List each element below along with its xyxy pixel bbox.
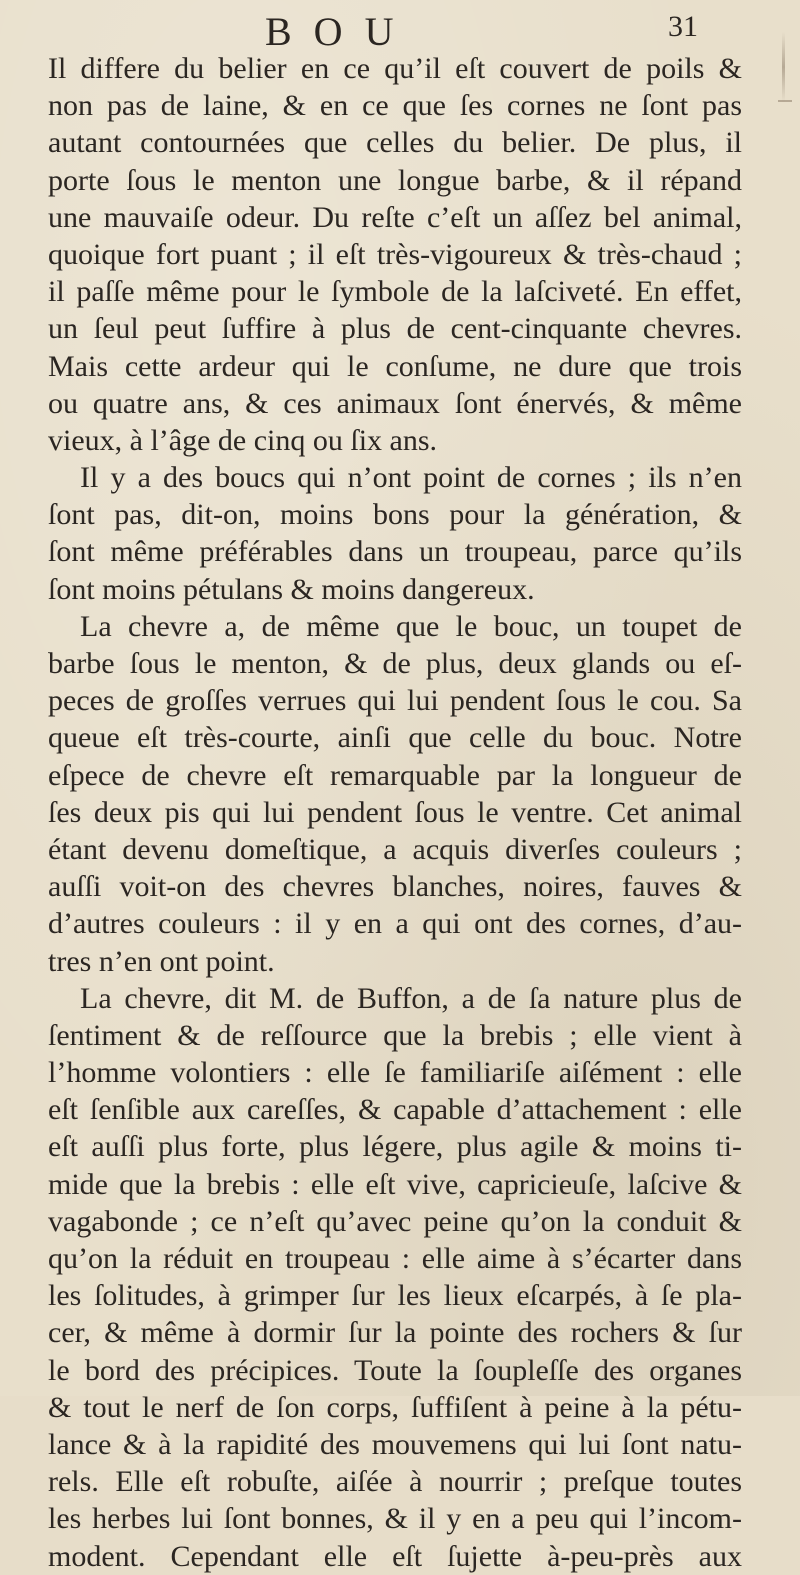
text-line: mide que la brebis : elle eſt vive, capricieuſe, laſcive & [48,1167,742,1201]
text-line: ſentiment & de reſſource que la brebis ; elle vient à [48,1018,742,1052]
text-line: les herbes lui ſont bonnes, & il y en a peu qui l’incom- [48,1502,742,1536]
text-line: rels. Elle eſt robuſte, aiſée à nourrir ; preſque toutes [48,1465,742,1499]
text-line: tres n’en ont point. [48,944,275,978]
text-line: lance & à la rapidité des mouvemens qui lui ſont natu- [48,1427,742,1461]
text-line: les ſolitudes, à grimper ſur les lieux eſcarpés, à ſe pla- [48,1279,742,1313]
text-line: une mauvaiſe odeur. Du reſte c’eſt un aſſez bel animal, [48,200,742,234]
text-line: ou quatre ans, & ces animaux ſont énervés, & même [48,386,742,420]
text-line: modent. Cependant elle eſt ſujette à-peu-près aux [48,1539,742,1573]
text-line: Il differe du belier en ce qu’il eſt couvert de poils & [48,52,742,85]
running-head-title: BOU [265,9,416,54]
text-line: vieux, à l’âge de cinq ou ſix ans. [48,423,438,457]
text-line: ſont moins pétulans & moins dangereux. [48,572,535,606]
text-line: ſont pas, dit-on, moins bons pour la génération, & [48,498,742,532]
text-line: eſpece de chevre eſt remarquable par la longueur de [48,758,742,792]
text-line: eſt ſenſible aux careſſes, & capable d’attachement : elle [48,1093,742,1127]
text-line: porte ſous le menton une longue barbe, & il répand [48,163,742,197]
text-line: peces de groſſes verrues qui lui pendent ſous le cou. Sa [48,684,742,718]
text-line: quoique fort puant ; il eſt très-vigoureux & très-chaud ; [48,237,742,271]
text-line: eſt auſſi plus forte, plus légere, plus agile & moins ti- [48,1130,742,1164]
text-line: autant contournées que celles du belier. De plus, il [48,126,742,160]
text-line: barbe ſous le menton, & de plus, deux glands ou eſ- [48,647,742,680]
text-line: Il y a des boucs qui n’ont point de cornes ; ils n’en [80,461,742,495]
page-number: 31 [668,10,698,43]
text-line: d’autres couleurs : il y en a qui ont des cornes, d’au- [48,907,742,941]
text-line: un ſeul peut ſuffire à plus de cent-cinquante chevres. [48,312,742,346]
text-line: La chevre a, de même que le bouc, un toupet de [80,609,742,643]
text-line: ſont même préférables dans un troupeau, parce qu’ils [48,535,742,569]
text-line: Mais cette ardeur qui le conſume, ne dure que trois [48,349,742,383]
page-edge-mark [782,32,785,102]
text-line: vagabonde ; ce n’eſt qu’avec peine qu’on la conduit & [48,1204,742,1238]
text-line: étant devenu domeſtique, a acquis diverſes couleurs ; [48,832,742,866]
page-edge-tick [778,100,792,102]
text-line: le bord des précipices. Toute la ſoupleſſe des organes [48,1353,742,1387]
text-line: queue eſt très-courte, ainſi que celle du bouc. Notre [48,721,742,755]
text-line: & tout le nerf de ſon corps, ſuffiſent à peine à la pétu- [48,1390,742,1424]
text-line: non pas de laine, & en ce que ſes cornes ne ſont pas [48,89,742,123]
text-line: l’homme volontiers : elle ſe familiariſe aiſément : elle [48,1056,742,1090]
text-line: auſſi voit-on des chevres blanches, noires, fauves & [48,870,742,904]
text-line: il paſſe même pour le ſymbole de la laſciveté. En effet, [48,275,742,309]
running-head [0,6,800,52]
text-line: cer, & même à dormir ſur la pointe des rochers & ſur [48,1316,742,1350]
body-text [48,50,742,1575]
text-line: qu’on la réduit en troupeau : elle aime à s’écarter dans [48,1242,742,1275]
text-line: ſes deux pis qui lui pendent ſous le ventre. Cet animal [48,795,742,829]
text-line: La chevre, dit M. de Buffon, a de ſa nature plus de [80,981,742,1015]
